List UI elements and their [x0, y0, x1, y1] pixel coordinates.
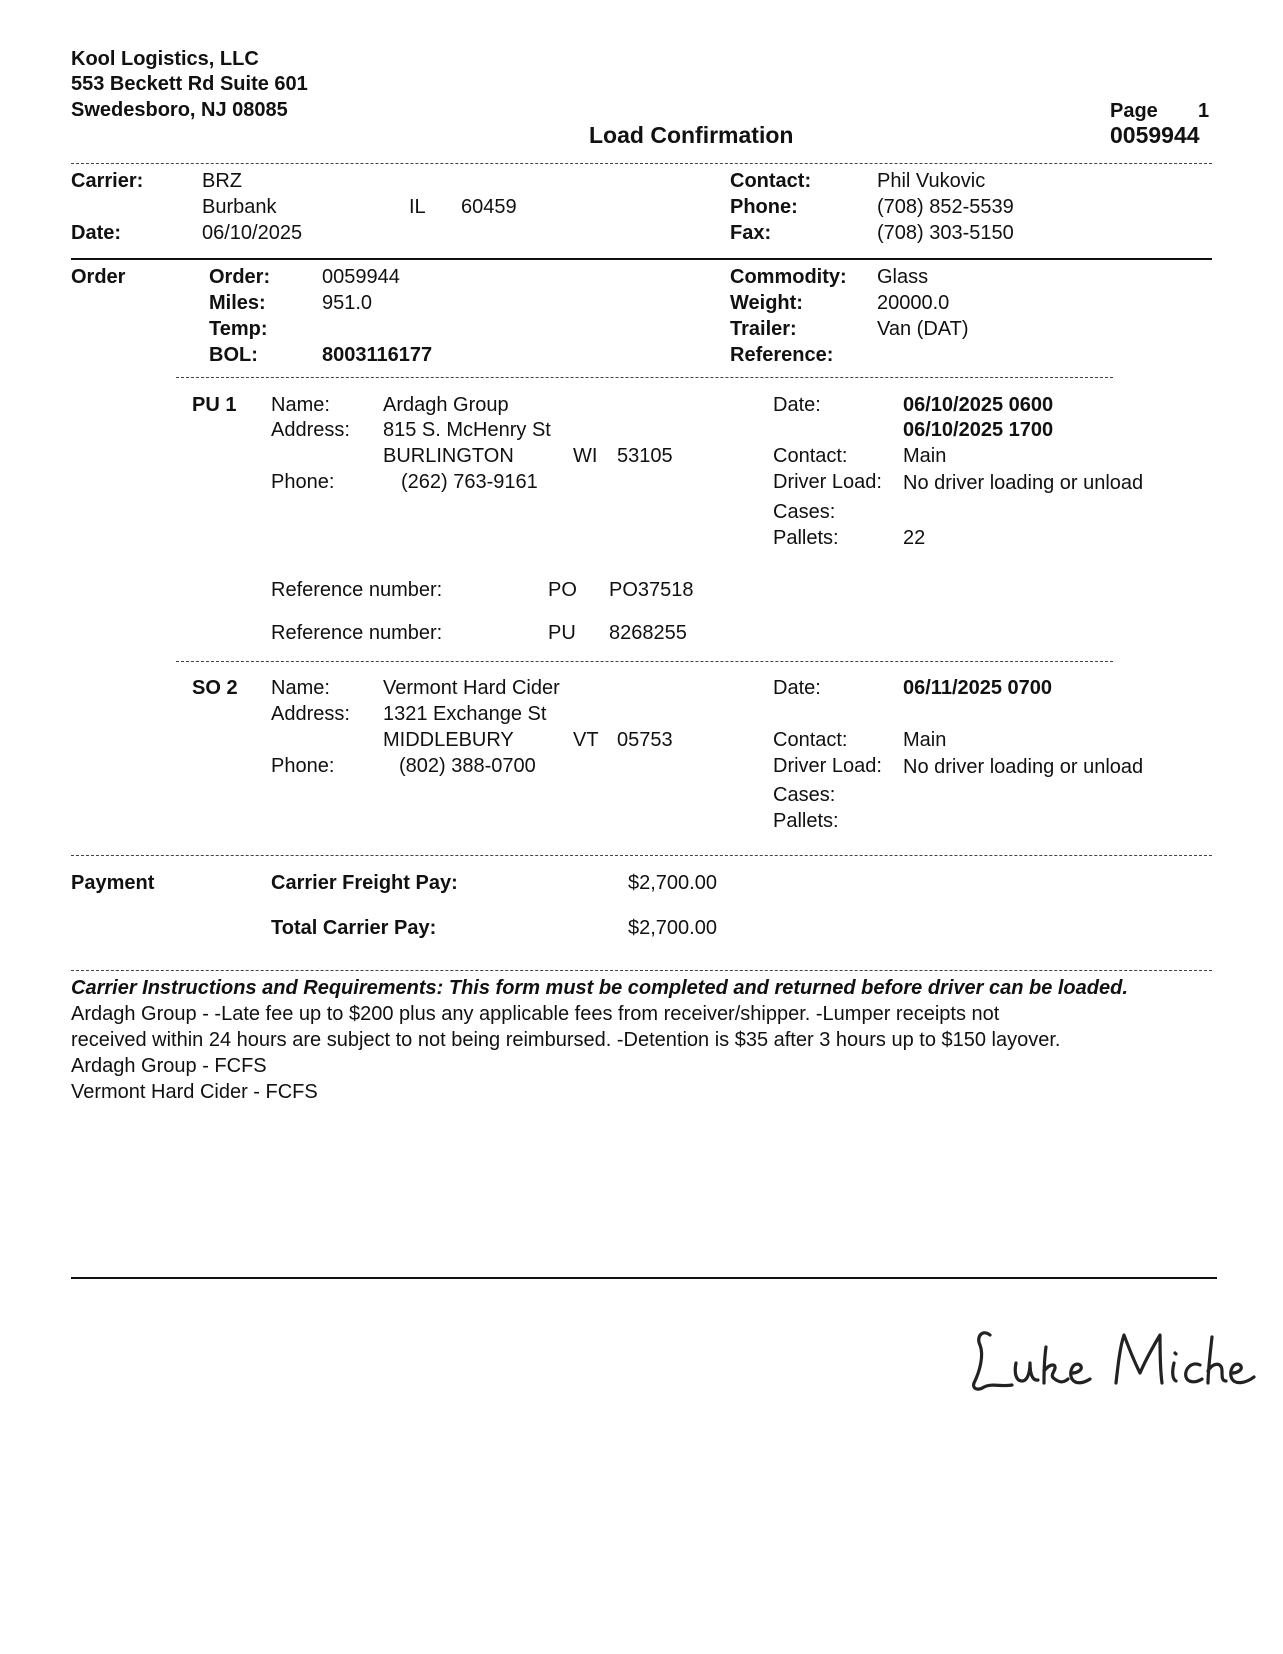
document-number: 0059944 — [1110, 122, 1200, 148]
stop-contact: Main — [903, 445, 947, 467]
miles-label: Miles: — [209, 292, 266, 314]
carrier-date: 06/10/2025 — [202, 222, 303, 244]
instructions-line: received within 24 hours are subject to not being reimbursed. -Detention is $35 after 3 hours up to $150 layover. — [71, 1029, 1061, 1051]
company-address-line2: Swedesboro, NJ 08085 — [71, 99, 288, 121]
stop-cases-label: Cases: — [773, 501, 836, 523]
stop-date-label: Date: — [773, 394, 821, 416]
stop-contact-label: Contact: — [773, 729, 848, 751]
carrier-name: BRZ — [202, 170, 242, 192]
stop-date-end: 06/10/2025 1700 — [903, 419, 1054, 441]
reference-value: 8268255 — [609, 622, 687, 644]
reference-number-label: Reference number: — [271, 622, 443, 644]
reference-type: PU — [548, 622, 576, 644]
stop-zip: 05753 — [617, 729, 673, 751]
stop-cases-label: Cases: — [773, 784, 836, 806]
company-name: Kool Logistics, LLC — [71, 48, 259, 70]
instructions-heading: Carrier Instructions and Requirements: This form must be completed and returned before driver can be loaded. — [71, 977, 1128, 999]
stop-pallets-label: Pallets: — [773, 810, 839, 832]
stop-city: BURLINGTON — [383, 445, 514, 467]
reference-label: Reference: — [730, 344, 834, 366]
stop-name: Vermont Hard Cider — [383, 677, 560, 699]
signature-line — [71, 1277, 1217, 1279]
stop-street: 815 S. McHenry St — [383, 419, 551, 441]
fax-label: Fax: — [730, 222, 772, 244]
payment-section-label: Payment — [71, 872, 155, 894]
carrier-fax: (708) 303-5150 — [877, 222, 1014, 244]
instructions-line: Ardagh Group - FCFS — [71, 1055, 267, 1077]
carrier-contact: Phil Vukovic — [877, 170, 986, 192]
stop-zip: 53105 — [617, 445, 673, 467]
stop-date-start: 06/11/2025 0700 — [903, 677, 1053, 699]
stop-date-start: 06/10/2025 0600 — [903, 394, 1054, 416]
stop-driver-load: No driver loading or unload — [903, 756, 1144, 778]
phone-label: Phone: — [730, 196, 798, 218]
stop-contact: Main — [903, 729, 947, 751]
stop-code: SO 2 — [192, 677, 238, 699]
weight-label: Weight: — [730, 292, 803, 314]
bol-value: 8003116177 — [322, 344, 433, 366]
stop-street: 1321 Exchange St — [383, 703, 547, 725]
stop-phone: (802) 388-0700 — [399, 755, 536, 777]
commodity-label: Commodity: — [730, 266, 847, 288]
stop-name: Ardagh Group — [383, 394, 509, 416]
instructions-line: Ardagh Group - -Late fee up to $200 plus any applicable fees from receiver/shipper. -Lumper receipts not — [71, 1003, 1000, 1025]
stop-driver-load: No driver loading or unload — [903, 472, 1144, 494]
contact-label: Contact: — [730, 170, 812, 192]
total-pay-value: $2,700.00 — [628, 917, 717, 939]
stop-state: WI — [573, 445, 598, 467]
temp-label: Temp: — [209, 318, 268, 340]
trailer-value: Van (DAT) — [877, 318, 969, 340]
freight-pay-value: $2,700.00 — [628, 872, 717, 894]
stop-address-label: Address: — [271, 419, 350, 441]
page-number: 1 — [1198, 100, 1210, 122]
stop-pallets: 22 — [903, 527, 926, 549]
signature-image — [968, 1325, 1260, 1401]
stop-phone: (262) 763-9161 — [401, 471, 538, 493]
page-title: Load Confirmation — [589, 122, 794, 148]
stop-city: MIDDLEBURY — [383, 729, 514, 751]
stop-contact-label: Contact: — [773, 445, 848, 467]
divider — [71, 163, 1212, 164]
carrier-label: Carrier: — [71, 170, 144, 192]
stop-name-label: Name: — [271, 677, 330, 699]
company-address-line1: 553 Beckett Rd Suite 601 — [71, 73, 308, 95]
divider — [71, 855, 1212, 856]
divider — [71, 970, 1212, 971]
stop-name-label: Name: — [271, 394, 330, 416]
reference-number-label: Reference number: — [271, 579, 443, 601]
commodity-value: Glass — [877, 266, 929, 288]
stop-address-label: Address: — [271, 703, 350, 725]
freight-pay-label: Carrier Freight Pay: — [271, 872, 458, 894]
bol-label: BOL: — [209, 344, 258, 366]
carrier-phone: (708) 852-5539 — [877, 196, 1014, 218]
carrier-state: IL — [409, 196, 426, 218]
carrier-city: Burbank — [202, 196, 277, 218]
carrier-zip: 60459 — [461, 196, 517, 218]
instructions-line: Vermont Hard Cider - FCFS — [71, 1081, 318, 1103]
stop-driver-load-label: Driver Load: — [773, 471, 882, 493]
divider — [176, 661, 1113, 662]
stop-date-label: Date: — [773, 677, 821, 699]
stop-phone-label: Phone: — [271, 471, 335, 493]
order-number: 0059944 — [322, 266, 400, 288]
reference-value: PO37518 — [609, 579, 694, 601]
total-pay-label: Total Carrier Pay: — [271, 917, 437, 939]
date-label: Date: — [71, 222, 122, 244]
weight-value: 20000.0 — [877, 292, 950, 314]
stop-code: PU 1 — [192, 394, 237, 416]
stop-state: VT — [573, 729, 599, 751]
reference-type: PO — [548, 579, 577, 601]
stop-driver-load-label: Driver Load: — [773, 755, 882, 777]
miles-value: 951.0 — [322, 292, 373, 314]
divider — [176, 377, 1113, 378]
order-section-label: Order — [71, 266, 126, 288]
order-label: Order: — [209, 266, 271, 288]
page-label: Page — [1110, 100, 1158, 122]
stop-pallets-label: Pallets: — [773, 527, 839, 549]
stop-phone-label: Phone: — [271, 755, 335, 777]
divider — [71, 258, 1212, 260]
trailer-label: Trailer: — [730, 318, 797, 340]
